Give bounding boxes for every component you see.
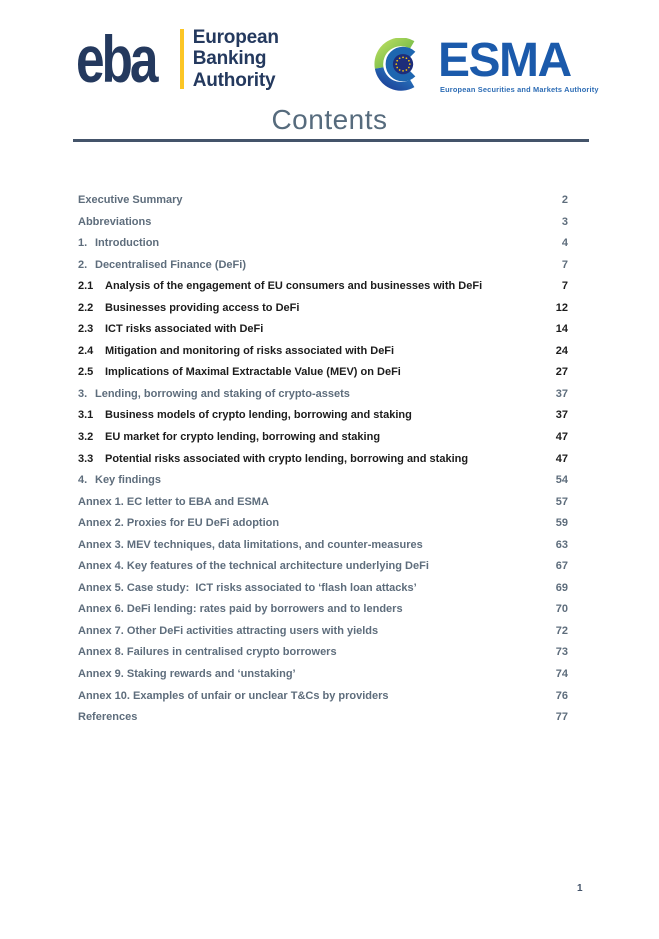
toc-entry-label: Annex 10. Examples of unfair or unclear T&Cs by providers <box>78 689 389 702</box>
toc-entry[interactable] <box>78 302 568 315</box>
toc-entry-label: Annex 1. EC letter to EBA and ESMA <box>78 495 269 508</box>
page-title: Contents <box>271 104 388 135</box>
esma-subtitle: European Securities and Markets Authority <box>440 85 599 94</box>
toc-entry[interactable] <box>78 409 568 422</box>
toc-entry-page: 14 <box>555 323 568 336</box>
toc-entry-number: 2.1 <box>78 280 94 293</box>
toc-entry[interactable] <box>78 453 568 466</box>
toc-entry-page: 3 <box>561 215 568 228</box>
toc-entry-label: ICT risks associated with DeFi <box>105 323 264 336</box>
toc-entry-number: 2.5 <box>78 366 94 379</box>
toc-entry-page: 7 <box>561 258 568 271</box>
toc-entry[interactable] <box>78 496 568 509</box>
toc-entry-page: 47 <box>555 452 568 465</box>
toc-entry-page: 63 <box>555 538 568 551</box>
toc-entry-page: 54 <box>555 474 568 487</box>
toc-entry-label: Annex 3. MEV techniques, data limitations, and counter-measures <box>78 538 423 551</box>
esma-logo <box>372 34 599 96</box>
eba-logo-line: European <box>192 26 279 48</box>
toc-entry-page: 59 <box>555 517 568 530</box>
eba-wordmark: eba <box>76 22 156 96</box>
toc-entry-page: 47 <box>555 431 568 444</box>
toc-entry-number: 2. <box>78 258 88 271</box>
toc-entry-page: 37 <box>555 409 568 422</box>
toc-entry-number: 3.3 <box>78 452 94 465</box>
toc-entry[interactable] <box>78 625 568 638</box>
title-divider <box>73 139 589 142</box>
toc-entry-page: 72 <box>555 624 568 637</box>
toc-entry-number: 2.4 <box>78 344 94 357</box>
eba-logo-line: Banking <box>192 48 267 70</box>
toc-entry-page: 12 <box>555 301 568 314</box>
toc-entry-label: Executive Summary <box>78 194 183 206</box>
toc-entry-label: Lending, borrowing and staking of crypto-assets <box>95 387 350 400</box>
toc-entry[interactable] <box>78 603 568 616</box>
toc-entry-label: Decentralised Finance (DeFi) <box>95 258 246 271</box>
toc-entry-number: 3. <box>78 387 88 400</box>
toc-entry[interactable] <box>78 194 568 207</box>
toc-entry[interactable] <box>78 323 568 336</box>
toc-entry[interactable] <box>78 237 568 250</box>
toc-entry[interactable] <box>78 216 568 229</box>
toc-entry-label: Analysis of the engagement of EU consumers and businesses with DeFi <box>105 280 483 293</box>
eba-logo <box>76 22 279 96</box>
toc-entry[interactable] <box>78 517 568 530</box>
toc-entry[interactable] <box>78 388 568 401</box>
eba-logo-line: Authority <box>192 69 276 91</box>
toc-entry-number: 3.1 <box>78 409 94 422</box>
toc-entry-label: Business models of crypto lending, borrowing and staking <box>105 409 412 422</box>
toc-entry-page: 76 <box>555 689 568 702</box>
toc-entry[interactable] <box>78 711 568 724</box>
toc-entry-page: 37 <box>555 387 568 400</box>
toc-entry[interactable] <box>78 366 568 379</box>
toc-entry[interactable] <box>78 690 568 703</box>
toc-entry-label: Annex 2. Proxies for EU DeFi adoption <box>78 517 280 530</box>
toc-entry-label: Introduction <box>95 237 160 250</box>
toc-entry[interactable] <box>78 431 568 444</box>
toc-entry-number: 3.2 <box>78 431 94 444</box>
toc-entry-label: Annex 6. DeFi lending: rates paid by borrowers and to lenders <box>78 603 403 616</box>
toc-entry[interactable] <box>78 474 568 487</box>
esma-wordmark: ESMA <box>438 34 571 87</box>
toc-entry-label: Annex 5. Case study: ICT risks associated to ‘flash loan attacks’ <box>78 581 417 594</box>
toc-entry-page: 74 <box>555 668 568 681</box>
toc-entry-label: Annex 8. Failures in centralised crypto borrowers <box>78 646 337 659</box>
toc-entry-page: 4 <box>561 237 568 250</box>
toc-entry-page: 7 <box>561 280 568 293</box>
esma-logo-text <box>438 34 599 94</box>
toc-entry-label: Abbreviations <box>78 215 152 228</box>
toc-entry-label: Key findings <box>95 474 162 487</box>
eba-logo-text <box>193 27 279 91</box>
toc-entry-label: Implications of Maximal Extractable Value (MEV) on DeFi <box>105 366 401 379</box>
toc-entry-page: 57 <box>555 495 568 508</box>
esma-eu-stars-icon <box>372 38 436 96</box>
toc-entry-label: References <box>78 711 138 724</box>
footer-page-number: 1 <box>577 883 583 894</box>
toc-entry-label: Annex 9. Staking rewards and ‘unstaking’ <box>78 668 296 681</box>
toc-entry[interactable] <box>78 668 568 681</box>
toc-entry-page: 27 <box>555 366 568 379</box>
toc-entry-page: 2 <box>561 194 568 206</box>
toc-entry-number: 2.3 <box>78 323 94 336</box>
yellow-bar-icon <box>180 29 184 89</box>
toc-entry-label: Businesses providing access to DeFi <box>105 301 300 314</box>
toc-entry-label: Annex 7. Other DeFi activities attracting users with yields <box>78 624 379 637</box>
toc-entry-label: Annex 4. Key features of the technical architecture underlying DeFi <box>78 560 429 573</box>
toc-entry-page: 70 <box>555 603 568 616</box>
toc-entry[interactable] <box>78 345 568 358</box>
toc-entry[interactable] <box>78 582 568 595</box>
toc-entry-number: 1. <box>78 237 88 250</box>
toc-entry-label: EU market for crypto lending, borrowing and staking <box>105 431 381 444</box>
toc-entry-number: 2.2 <box>78 301 94 314</box>
toc-entry-page: 77 <box>555 711 568 724</box>
toc-entry[interactable] <box>78 560 568 573</box>
toc-entry[interactable] <box>78 539 568 552</box>
toc-entry-page: 69 <box>555 581 568 594</box>
toc-entry[interactable] <box>78 259 568 272</box>
toc-entry-page: 24 <box>555 344 568 357</box>
toc-entry-label: Mitigation and monitoring of risks associated with DeFi <box>105 344 395 357</box>
toc-entry-number: 4. <box>78 474 88 487</box>
toc-entry-page: 67 <box>555 560 568 573</box>
toc-entry[interactable] <box>78 646 568 659</box>
toc-entry-label: Potential risks associated with crypto lending, borrowing and staking <box>105 452 469 465</box>
toc-entry[interactable] <box>78 280 568 293</box>
toc-entry-page: 73 <box>555 646 568 659</box>
table-of-contents <box>78 194 568 733</box>
